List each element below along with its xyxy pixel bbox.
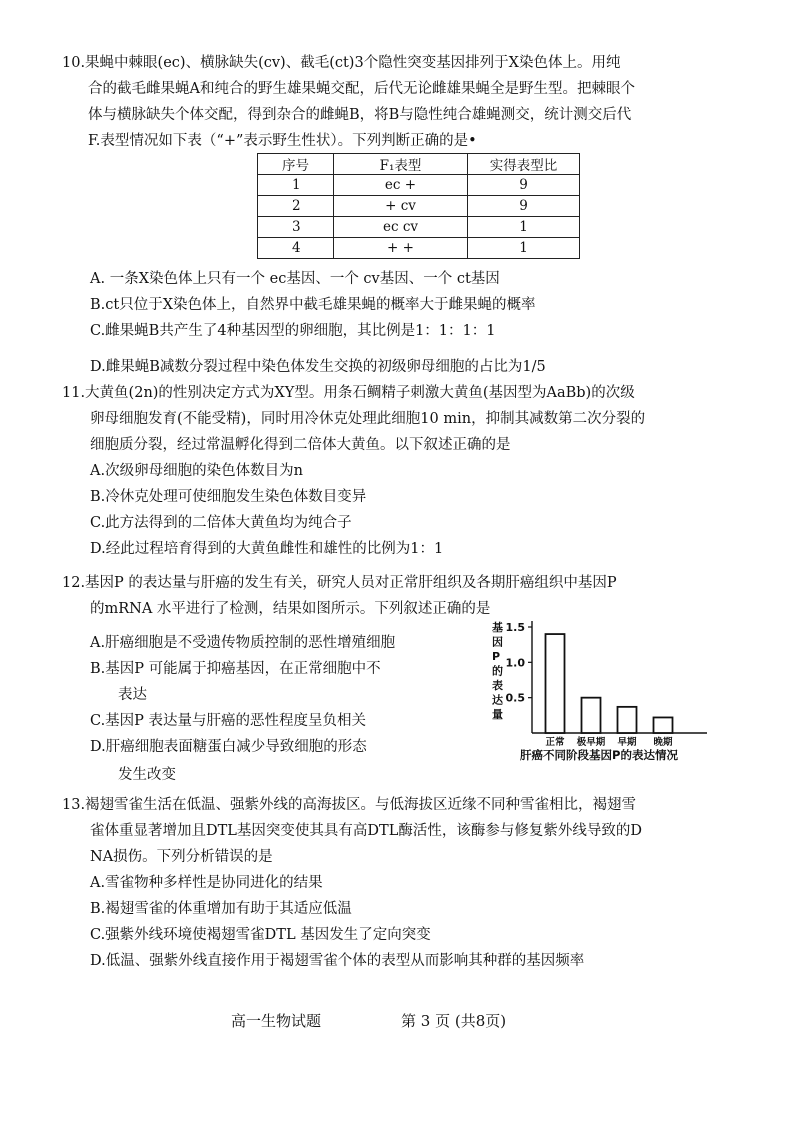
q11-stem-line: 卵母细胞发育(不能受精)，同时用冷休克处理此细胞10 min，抑制其减数第二次分裂的 (90, 411, 646, 427)
q13-stem-line: NA损伤。下列分析错误的是 (90, 849, 273, 865)
y-axis-label-char: 量 (492, 708, 503, 721)
x-tick-label: 极早期 (576, 737, 606, 748)
x-tick-label: 晚期 (653, 737, 673, 748)
q10-option-b: B.ct只位于X染色体上，自然界中截毛雄果蝇的概率大于雌果蝇的概率 (90, 297, 536, 313)
q12-option-a: A.肝癌细胞是不受遗传物质控制的恶性增殖细胞 (90, 635, 396, 651)
q13-option-a: A.雪雀物种多样性是协同进化的结果 (90, 875, 323, 891)
q10-option-c: C.雌果蝇B共产生了4种基因型的卵细胞，其比例是1：1：1：1 (90, 323, 496, 339)
y-tick-label: 1.0 (505, 656, 525, 670)
bar-3 (654, 717, 673, 733)
y-tick-label: 0.5 (505, 691, 525, 705)
q12-stem-line: 的mRNA 水平进行了检测，结果如图所示。下列叙述正确的是 (90, 601, 491, 617)
q10-option-a: A. 一条X染色体上只有一个 ec基因、一个 cv基因、一个 ct基因 (90, 271, 500, 287)
table-header-row (258, 154, 580, 175)
table-row (258, 175, 580, 196)
table-row (258, 217, 580, 238)
table-cell: 1 (468, 217, 580, 238)
y-tick-label: 1.5 (505, 621, 525, 634)
q11-option-b: B.冷休克处理可使细胞发生染色体数目变异 (90, 489, 367, 505)
q11-option-d: D.经此过程培育得到的大黄鱼雌性和雄性的比例为1：1 (90, 541, 444, 557)
x-tick-label: 早期 (617, 737, 637, 748)
table-cell: + cv (334, 196, 468, 217)
x-tick-label: 正常 (545, 737, 565, 748)
q12-option-d-cont: 发生改变 (118, 767, 176, 783)
q10-stem-line: 体与横脉缺失个体交配，得到杂合的雌蝇B，将B与隐性纯合雄蝇测交，统计测交后代 (88, 107, 632, 123)
q10-phenotype-table (257, 153, 580, 259)
table-row (258, 238, 580, 259)
table-cell: ec cv (334, 217, 468, 238)
q10-option-d: D.雌果蝇B减数分裂过程中染色体发生交换的初级卵母细胞的占比为1/5 (90, 359, 546, 375)
q12-option-c: C.基因P 表达量与肝癌的恶性程度呈负相关 (90, 713, 367, 729)
table-header-cell: F₁表型 (334, 154, 468, 175)
table-cell: 9 (468, 196, 580, 217)
bar-0 (546, 634, 565, 733)
table-cell: 4 (258, 238, 334, 259)
y-axis-label-char: 的 (492, 664, 503, 678)
q13-option-d: D.低温、强紫外线直接作用于褐翅雪雀个体的表型从而影响其种群的基因频率 (90, 953, 585, 969)
table-row (258, 196, 580, 217)
q12-stem-line: 12.基因P 的表达量与肝癌的发生有关，研究人员对正常肝组织及各期肝癌组织中基因P (62, 575, 617, 591)
q12-option-d: D.肝癌细胞表面糖蛋白减少导致细胞的形态 (90, 739, 367, 755)
y-axis-label-char: 基 (492, 621, 503, 634)
q10-stem-line: F.表型情况如下表（“+”表示野生性状）。下列判断正确的是• (88, 133, 477, 149)
table-cell: + + (334, 238, 468, 259)
y-axis-label-char: 达 (492, 693, 503, 707)
q11-stem-line: 11.大黄鱼(2n)的性别决定方式为XY型。用条石鲷精子刺激大黄鱼(基因型为AaBb)的次级 (62, 385, 635, 401)
footer-subject: 高一生物试题 (231, 1012, 322, 1030)
q13-option-c: C.强紫外线环境使褐翅雪雀DTL 基因发生了定向突变 (90, 927, 431, 943)
table-cell: 3 (258, 217, 334, 238)
y-axis-label (492, 620, 503, 721)
table-header-cell: 序号 (258, 154, 334, 175)
y-axis-label-char: 因 (492, 635, 503, 649)
gene-p-expression-chart (482, 617, 712, 767)
table-cell: 1 (468, 238, 580, 259)
q12-option-b: B.基因P 可能属于抑癌基因，在正常细胞中不 (90, 661, 381, 677)
table-header-cell: 实得表型比 (468, 154, 580, 175)
footer-page-number: 第 3 页 (共8页) (401, 1012, 507, 1030)
q10-stem-line: 10.果蝇中棘眼(ec)、横脉缺失(cv)、截毛(ct)3个隐性突变基因排列于X染色体上。用纯 (62, 55, 621, 71)
q12-option-b-cont: 表达 (118, 687, 147, 703)
q11-stem-line: 细胞质分裂，经过常温孵化得到二倍体大黄鱼。以下叙述正确的是 (90, 437, 511, 453)
q11-option-a: A.次级卵母细胞的染色体数目为n (90, 463, 303, 479)
q11-option-c: C.此方法得到的二倍体大黄鱼均为纯合子 (90, 515, 352, 531)
bar-1 (582, 698, 601, 733)
q13-stem-line: 13.褐翅雪雀生活在低温、强紫外线的高海拔区。与低海拔区近缘不同种雪雀相比，褐翅雪 (62, 797, 637, 813)
chart-title: 肝癌不同阶段基因P的表达情况 (520, 748, 678, 762)
y-axis-label-char: P (492, 650, 501, 663)
q13-stem-line: 雀体重显著增加且DTL基因突变使其具有高DTL酶活性，该酶参与修复紫外线导致的D (90, 823, 642, 839)
bar-2 (618, 707, 637, 733)
q10-stem-line: 合的截毛雌果蝇A和纯合的野生雄果蝇交配，后代无论雌雄果蝇全是野生型。把棘眼个 (88, 81, 635, 97)
table-cell: 2 (258, 196, 334, 217)
table-cell: 9 (468, 175, 580, 196)
y-axis-label-char: 表 (492, 679, 503, 692)
table-cell: ec + (334, 175, 468, 196)
table-cell: 1 (258, 175, 334, 196)
q13-option-b: B.褐翅雪雀的体重增加有助于其适应低温 (90, 901, 352, 917)
